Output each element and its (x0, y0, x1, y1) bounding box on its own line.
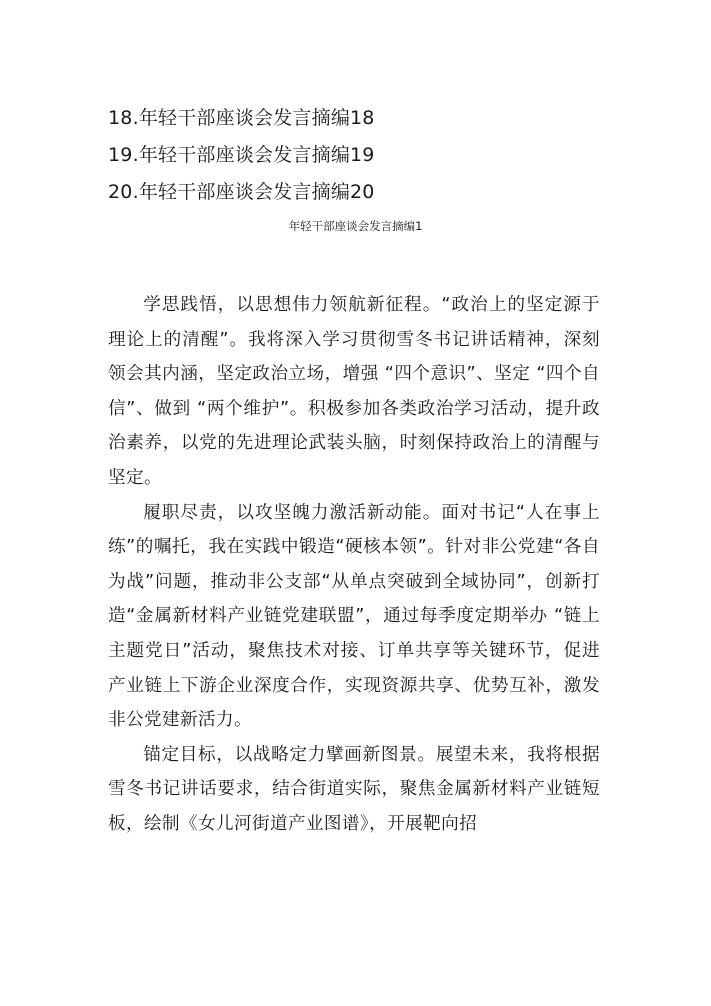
paragraph-1: 学思践悟，以思想伟力领航新征程。“政治上的坚定源于理论上的清醒”。我将深入学习贯彻雪冬书记讲话精神，深刻领会其内涵，坚定政治立场，增强 “四个意识”、坚定 “四个自信”、做到 “两个维护”。积极参加各类政治学习活动，提升政治素养，以党的先进理论武装头脑，时刻保持政治上的清醒与坚定。 (108, 295, 600, 488)
body-text (108, 288, 600, 842)
toc-item-19[interactable]: 19.年轻干部座谈会发言摘编19 (108, 144, 375, 166)
paragraph-2: 履职尽责，以攻坚魄力激活新动能。面对书记“人在事上练”的嘱托，我在实践中锻造“硬核本领”。针对非公党建“各自为战”问题，推动非公支部“从单点突破到全域协同”，创新打造“金属新材料产业链党建联盟”，通过每季度定期举办 “链上主题党日”活动，聚焦技术对接、订单共享等关键环节，促进产业链上下游企业深度合作，实现资源共享、优势互补，激发非公党建新活力。 (108, 502, 600, 731)
toc-item-20[interactable]: 20.年轻干部座谈会发言摘编20 (108, 181, 375, 203)
table-of-contents (108, 100, 628, 211)
section-heading: 年轻干部座谈会发言摘编1 (288, 219, 423, 233)
paragraph-3: 锚定目标，以战略定力擘画新图景。展望未来，我将根据雪冬书记讲话要求，结合街道实际，聚焦金属新材料产业链短板，绘制《女儿河街道产业图谱》，开展靶向招 (108, 744, 600, 834)
toc-item-18[interactable]: 18.年轻干部座谈会发言摘编18 (108, 107, 375, 129)
